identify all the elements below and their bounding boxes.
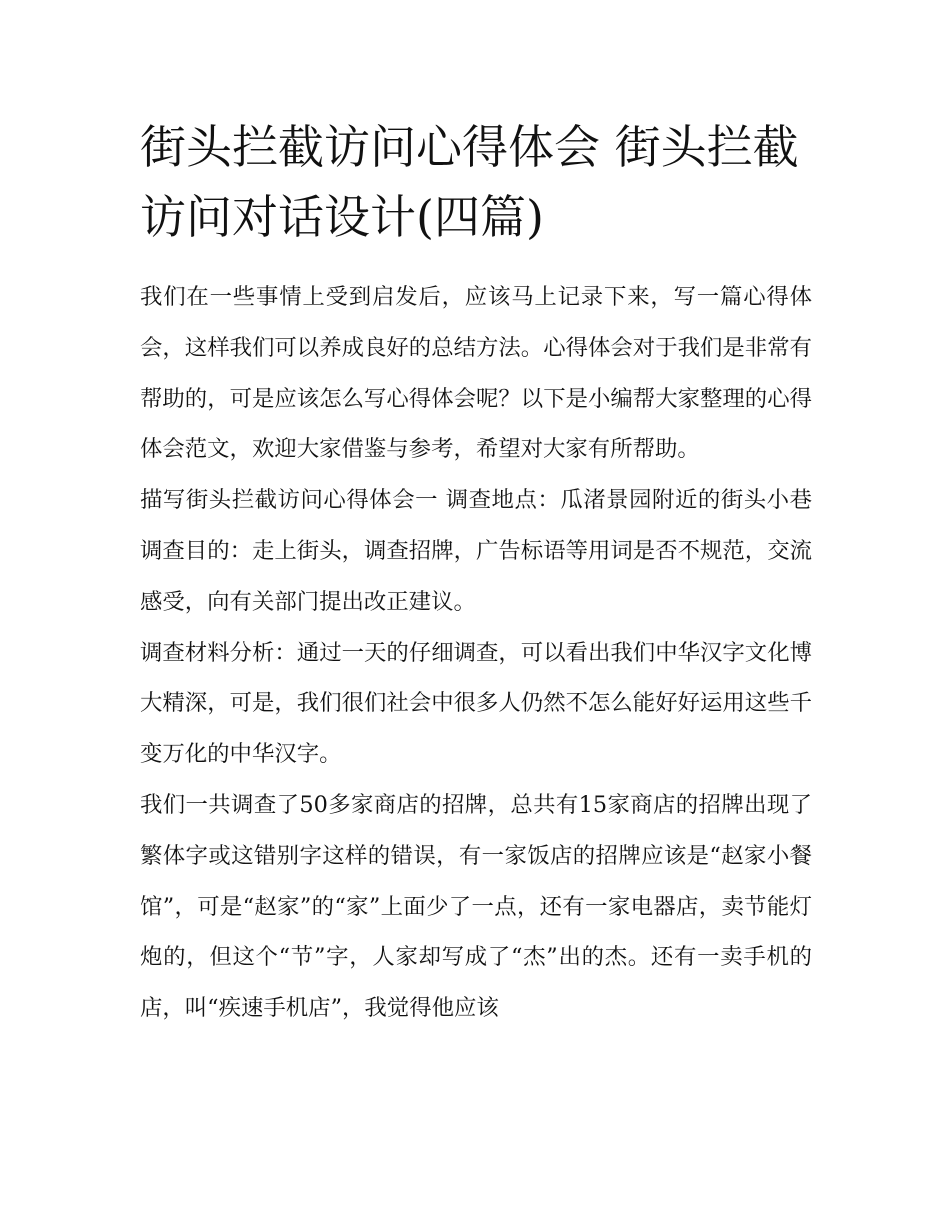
- survey-info-paragraph: 描写街头拦截访问心得体会一 调查地点：瓜渚景园附近的街头小巷 调查目的：走上街头，调查招牌，广告标语等用词是否不规范，交流感受，向有关部门提出改正建议。: [140, 487, 812, 615]
- analysis-paragraph: 调查材料分析：通过一天的仔细调查，可以看出我们中华汉字文化博大精深，可是，我们很们社会中很多人仍然不怎么能好好运用这些千变万化的中华汉字。: [140, 639, 812, 768]
- document-body: [140, 272, 812, 1034]
- intro-paragraph: 我们在一些事情上受到启发后，应该马上记录下来，写一篇心得体会，这样我们可以养成良好的总结方法。心得体会对于我们是非常有帮助的，可是应该怎么写心得体会呢？以下是小编帮大家整理的心得体会范文，欢迎大家借鉴与参考，希望对大家有所帮助。: [140, 284, 812, 463]
- document-title: 街头拦截访问心得体会 街头拦截访问对话设计(四篇): [140, 120, 799, 244]
- document-page: [140, 112, 812, 1034]
- findings-paragraph: 我们一共调查了50多家商店的招牌，总共有15家商店的招牌出现了繁体字或这错别字这样的错误，有一家饭店的招牌应该是“赵家小餐馆”，可是“赵家”的“家”上面少了一点，还有一家电器店，卖节能灯炮的，但这个“节”字，人家却写成了“杰”出的杰。还有一卖手机的店，叫“疾速手机店”，我觉得他应该: [140, 791, 812, 1022]
